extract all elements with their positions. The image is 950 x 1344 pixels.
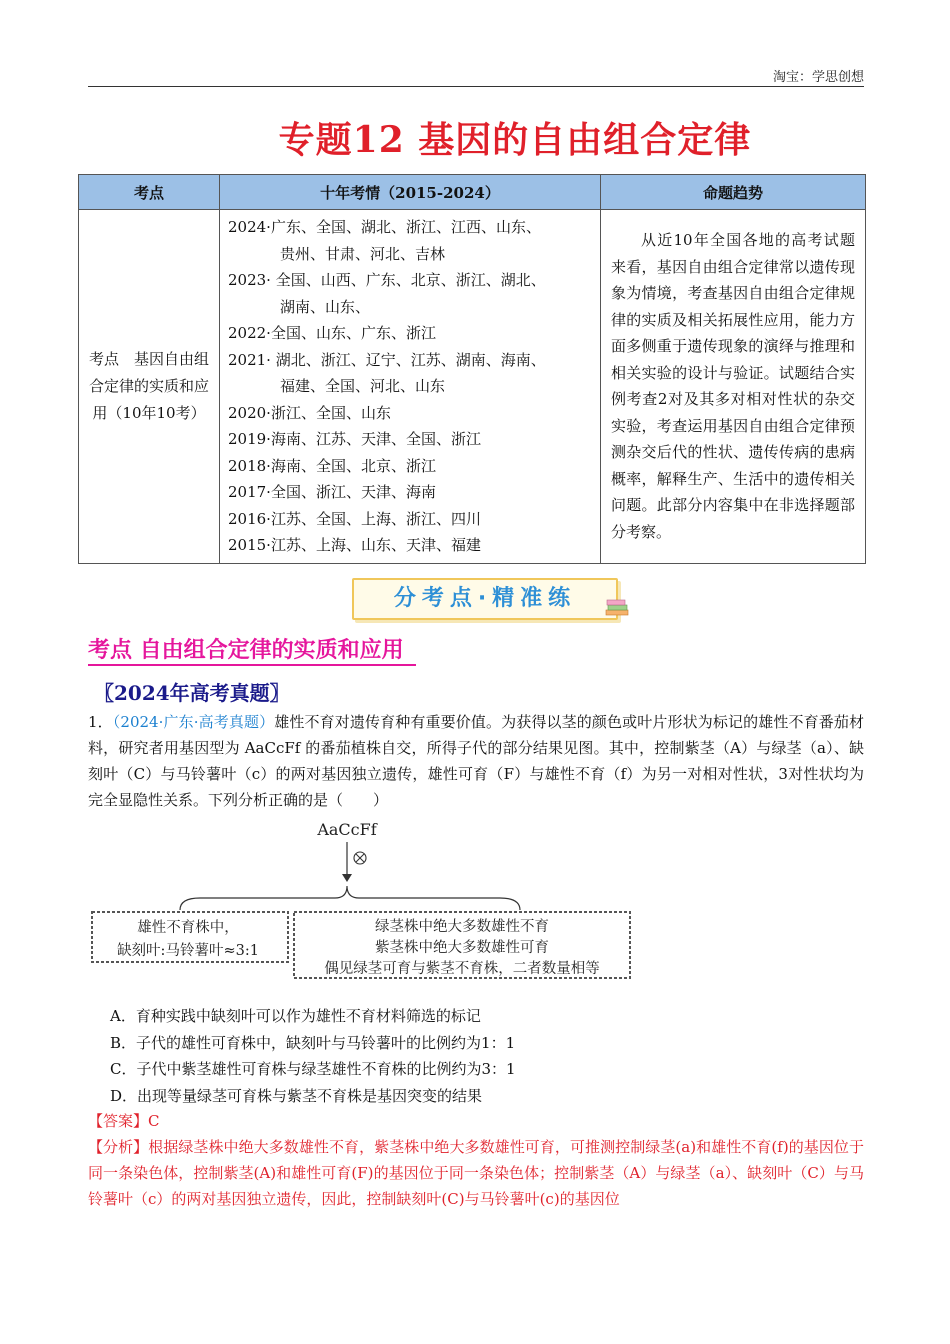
year-line: 2016·江苏、全国、上海、浙江、四川	[228, 509, 481, 528]
option-b: B．子代的雄性可育株中，缺刻叶与马铃薯叶的比例约为1：1	[110, 1033, 516, 1052]
header-topic: 考点	[79, 175, 220, 210]
option-a: A．育种实践中缺刻叶可以作为雄性不育材料筛选的标记	[110, 1007, 481, 1025]
left-box-line: 缺刻叶:马铃薯叶≈3:1	[117, 943, 259, 959]
year-line: 2017·全国、浙江、天津、海南	[228, 483, 436, 501]
practice-banner	[352, 578, 618, 620]
option-d: D．出现等量绿茎可育株与紫茎不育株是基因突变的结果	[110, 1086, 483, 1105]
exam-overview-table	[78, 174, 866, 564]
year-line: 2020·浙江、全国、山东	[228, 403, 391, 422]
year-line: 2023· 全国、山西、广东、北京、浙江、湖北、	[228, 271, 546, 289]
table-row	[79, 210, 866, 564]
table-header-row	[79, 175, 866, 210]
header-history: 十年考情（2015-2024）	[220, 175, 601, 210]
analysis-text: 根据绿茎株中绝大多数雄性不育，紫茎株中绝大多数雄性可育，可推测控制绿茎(a)和雄性不育(f)的基因位于同一条染色体，控制紫茎(A)和雄性可育(F)的基因位于同一条染色体；控制紫茎（A）与绿茎（a）、缺刻叶（C）与马铃薯叶（c）的两对基因独立遗传，因此，控制缺刻叶(C)与马铃薯叶(c)的基因位	[88, 1138, 864, 1208]
books-icon	[604, 598, 630, 618]
year-line: 2024·广东、全国、湖北、浙江、江西、山东、	[228, 218, 541, 236]
header-divider	[88, 86, 864, 87]
analysis-line	[88, 1134, 864, 1212]
question-1	[88, 709, 864, 813]
page-title: 专题12 基因的自由组合定律	[278, 119, 752, 161]
question-text: 雄性不育对遗传育种有重要价值。为获得以茎的颜色或叶片形状为标记的雄性不育番茄材料，研究者用基因型为 AaCcFf 的番茄植株自交，所得子代的部分结果见图。其中，控制紫茎（A）与绿茎（a）、缺刻叶（C）与马铃薯叶（c）的两对基因独立遗传，雄性可育（F）与雄性不育（f）为另一对相对性状，3对性状均为完全显隐性关系。下列分析正确的是（ ）	[88, 713, 864, 809]
cross-diagram	[90, 814, 635, 979]
options-list	[110, 1003, 516, 1109]
question-source: （2024·广东·高考真题）	[112, 713, 275, 731]
page-header: 淘宝：学思创想	[772, 70, 864, 85]
trend-text: 从近10年全国各地的高考试题来看，基因自由组合定律常以遗传现象为情境，考查基因自由组合定律规律的实质及相关拓展性应用，能力方面多侧重于遗传现象的演绎与推理和相关实验的设计与验证。试题结合实例考查2对及其多对相对性状的杂交实验，考查运用基因自由组合定律预测杂交后代的性状、遗传传病的患病概率，解释生产、生活中的遗传相关问题。此部分内容集中在非选择题部分考察。	[611, 231, 855, 541]
year-line: 2021· 湖北、浙江、辽宁、江苏、湖南、海南、	[228, 350, 546, 369]
answer-block	[88, 1108, 864, 1212]
right-box-line: 偶见绿茎可育与紫茎不育株，二者数量相等	[324, 961, 600, 977]
year-line: 贵州、甘肃、河北、吉林	[280, 244, 446, 263]
answer-label: 【答案】	[88, 1112, 149, 1130]
section-title: 考点 自由组合定律的实质和应用	[88, 636, 416, 666]
history-cell	[220, 210, 601, 564]
option-c: C．子代中紫茎雄性可育株与绿茎雄性不育株的比例约为3：1	[110, 1060, 516, 1078]
banner-label: 分考点·精准练	[393, 586, 577, 611]
year-line: 2022·全国、山东、广东、浙江	[228, 324, 436, 342]
header-trend: 命题趋势	[601, 175, 866, 210]
year-line: 湖南、山东、	[280, 297, 371, 316]
year-line: 福建、全国、河北、山东	[280, 377, 446, 395]
year-line: 2018·海南、全国、北京、浙江	[228, 456, 436, 475]
year-heading: 〖2024年高考真题〗	[94, 681, 290, 705]
parent-genotype: AaCcFf	[317, 820, 377, 839]
topic-cell: 考点 基因自由组合定律的实质和应用（10年10考）	[79, 210, 220, 564]
answer-line	[88, 1108, 864, 1134]
year-line: 2019·海南、江苏、天津、全国、浙江	[228, 430, 481, 448]
right-box-line: 绿茎株中绝大多数雄性不育	[375, 919, 549, 935]
arrow-head	[342, 874, 352, 882]
right-box-line: 紫茎株中绝大多数雄性可育	[375, 940, 549, 956]
analysis-label: 【分析】	[88, 1138, 149, 1156]
year-line: 2015·江苏、上海、山东、天津、福建	[228, 536, 481, 554]
bracket	[180, 886, 520, 910]
trend-cell	[601, 210, 866, 564]
answer-value: C	[148, 1112, 160, 1130]
left-box-line: 雄性不育株中，	[137, 920, 239, 936]
question-number: 1．	[88, 713, 113, 731]
